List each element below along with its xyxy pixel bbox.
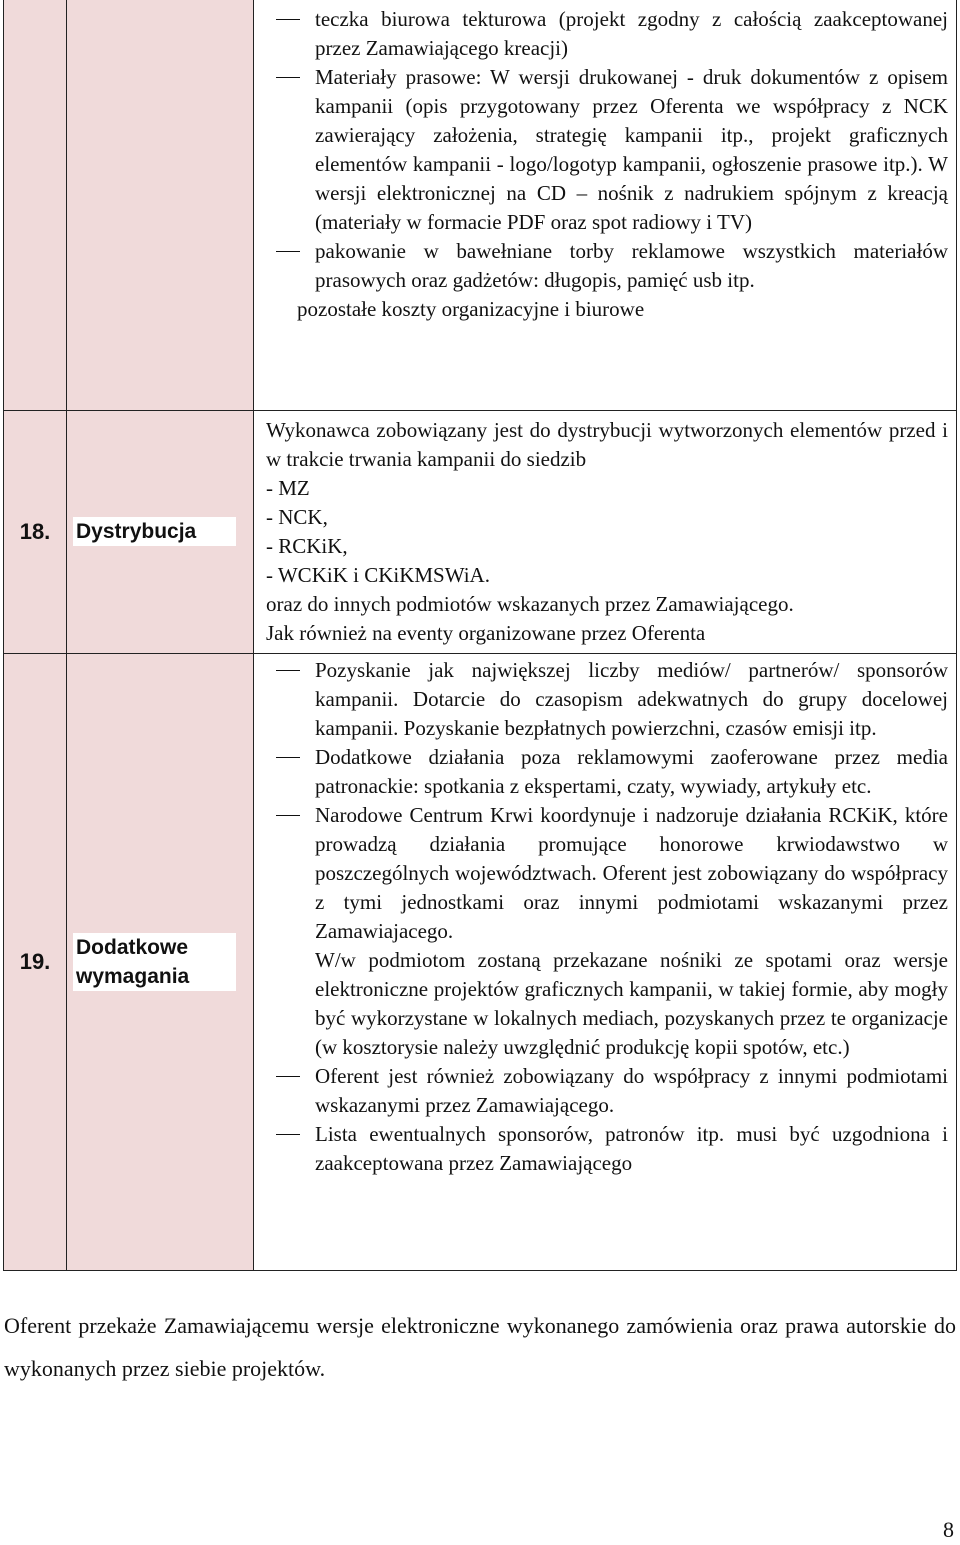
row-number-cell xyxy=(4,410,67,653)
row-content-cell xyxy=(254,410,957,653)
dash-bullet-icon xyxy=(276,19,300,20)
content-line: Wykonawca zobowiązany jest do dystrybucji wytworzonych elementów przed i w trakcie trwania kampanii do siedzib xyxy=(266,417,948,471)
row-name: Dodatkowe wymagania xyxy=(73,933,236,991)
row-number-cell xyxy=(4,0,67,410)
content-line: Jak również na eventy organizowane przez Oferenta xyxy=(266,620,706,645)
list-item-text: Narodowe Centrum Krwi koordynuje i nadzoruje działania RCKiK, które prowadzą działania promujące honorowe krwiodawstwo w poszczególnych województwach. Oferent jest zobowiązany do współpracy z tymi jednostkami oraz innymi podmiotami wskazanymi przez Zamawiajacego. xyxy=(315,802,948,943)
list-item-text: pakowanie w bawełniane torby reklamowe wszystkich materiałów prasowych oraz gadżetów: długopis, pamięć usb itp. xyxy=(315,239,948,292)
list-item xyxy=(266,656,948,743)
content-line: - WCKiK i CKiKMSWiA. xyxy=(266,562,490,587)
content-line: oraz do innych podmiotów wskazanych przez Zamawiającego. xyxy=(266,591,794,616)
requirements-table xyxy=(3,0,957,1271)
table-row xyxy=(4,653,957,1270)
content-line: - MZ xyxy=(266,475,310,500)
dash-bullet-icon xyxy=(276,757,300,758)
list-item xyxy=(266,1120,948,1178)
row-content-cell xyxy=(254,653,957,1270)
list-item xyxy=(266,743,948,801)
list-item-continuation: W/w podmiotom zostaną przekazane nośniki ze spotami oraz wersje elektroniczne projektów graficznych kampanii, w takiej formie, aby mogły być wykorzystane w lokalnych mediach, pozyskanych przez te organizacje (w kosztorysie należy uwzględnić produkcję kopii spotów, etc.) xyxy=(315,947,948,1059)
dash-bullet-icon xyxy=(276,251,300,252)
list-item xyxy=(266,801,948,1062)
dash-list xyxy=(266,656,948,1178)
row-content xyxy=(266,656,948,1178)
row-name-cell xyxy=(67,0,254,410)
content-line: - NCK, xyxy=(266,504,328,529)
page-number: 8 xyxy=(943,1517,954,1542)
trailing-note: pozostałe koszty organizacyjne i biurowe xyxy=(297,297,645,321)
list-item-text: Dodatkowe działania poza reklamowymi zaoferowane przez media patronackie: spotkania z ekspertami, czaty, wywiady, artykuły etc. xyxy=(315,744,948,798)
row-name-cell xyxy=(67,410,254,653)
list-item-text: Lista ewentualnych sponsorów, patronów itp. musi być uzgodniona i zaakceptowana przez Zamawiającego xyxy=(315,1121,948,1175)
list-item-text: teczka biurowa tekturowa (projekt zgodny z całością zaakceptowanej przez Zamawiającego kreacji) xyxy=(315,7,948,60)
dash-bullet-icon xyxy=(276,815,300,816)
dash-bullet-icon xyxy=(276,1076,300,1077)
row-content-cell xyxy=(254,0,957,410)
row-name: Dystrybucja xyxy=(73,517,236,546)
list-item-text: Pozyskanie jak największej liczby mediów/ partnerów/ sponsorów kampanii. Dotarcie do czasopism adekwatnych do grupy docelowej kampanii. Pozyskanie bezpłatnych powierzchni, czasów emisji itp. xyxy=(315,657,948,740)
row-number: 18. xyxy=(19,518,51,544)
dash-list xyxy=(266,5,948,295)
table-row xyxy=(4,410,957,653)
list-item xyxy=(266,5,948,63)
table-row xyxy=(4,0,957,410)
list-item xyxy=(266,1062,948,1120)
row-number: 19. xyxy=(19,948,51,974)
list-item xyxy=(266,63,948,237)
list-item-text: Materiały prasowe: W wersji drukowanej - druk dokumentów z opisem kampanii (opis przygotowany przez Oferenta we współpracy z NCK zawierający założenia, strategię kampanii itp., projekt graficznych elementów kampanii - logo/logotyp kampanii, ogłoszenie prasowe itp.). W wersji elektronicznej na CD – nośnik z nadrukiem spójnym z kreacją (materiały w formacie PDF oraz spot radiowy i TV) xyxy=(315,65,948,234)
dash-bullet-icon xyxy=(276,77,300,78)
dash-bullet-icon xyxy=(276,670,300,671)
closing-paragraph: Oferent przekaże Zamawiającemu wersje elektroniczne wykonanego zamówienia oraz prawa autorskie do wykonanych przez siebie projektów. xyxy=(4,1313,956,1381)
row-content xyxy=(266,416,948,648)
row-number-cell xyxy=(4,653,67,1270)
list-item-text: Oferent jest również zobowiązany do współpracy z innymi podmiotami wskazanymi przez Zamawiającego. xyxy=(315,1063,948,1117)
list-item xyxy=(266,237,948,295)
content-line: - RCKiK, xyxy=(266,533,348,558)
dash-bullet-icon xyxy=(276,1134,300,1135)
row-content xyxy=(266,5,948,324)
row-name-cell xyxy=(67,653,254,1270)
